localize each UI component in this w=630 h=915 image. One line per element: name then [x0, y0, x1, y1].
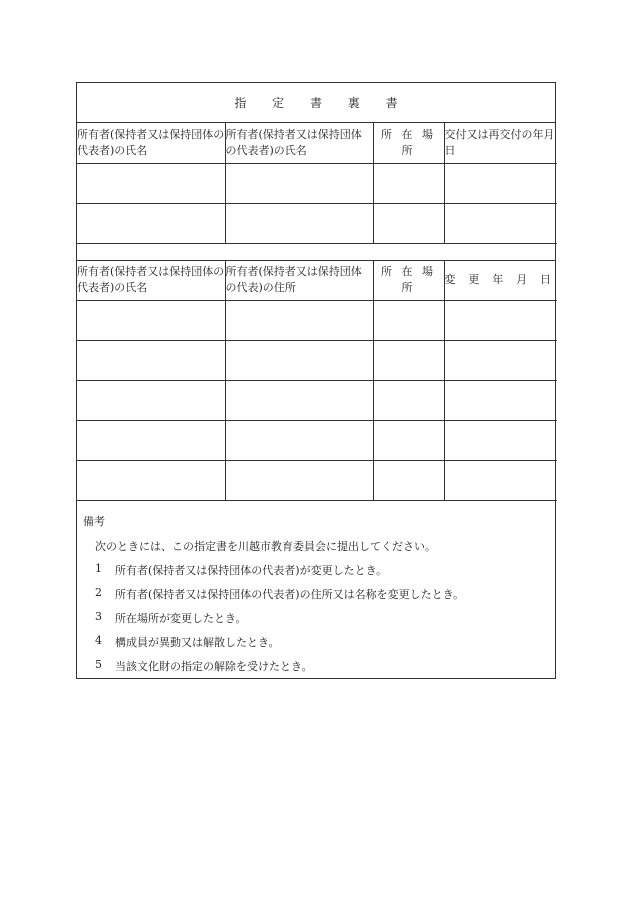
cell-change-date[interactable] [444, 421, 557, 461]
note-text: 当該文化財の指定の解除を受けたとき。 [115, 660, 313, 673]
list-item [83, 634, 549, 650]
note-number: 5 [95, 658, 102, 671]
cell-location[interactable] [373, 163, 444, 203]
section2-table [77, 261, 557, 502]
cell-owner-name[interactable] [77, 341, 225, 381]
header-change-date-part: 年 [492, 273, 504, 287]
note-number: 3 [95, 610, 102, 623]
header-change-date-part: 更 [468, 273, 480, 287]
note-text: 所有者(保持者又は保持団体の代表者)が変更したとき。 [115, 564, 388, 577]
list-item [83, 586, 549, 602]
table-row [77, 163, 557, 203]
header-change-date-part: 変 [444, 273, 456, 287]
cell-owner-name[interactable] [77, 381, 225, 421]
section1-table [77, 123, 557, 244]
list-item [83, 658, 549, 674]
header-change-date [444, 261, 557, 301]
table-row [77, 341, 557, 381]
cell-owner-name[interactable] [77, 421, 225, 461]
cell-owner-name[interactable] [77, 163, 225, 203]
table-row [77, 203, 557, 243]
header-change-date-part: 月 [516, 273, 528, 287]
cell-change-date[interactable] [444, 301, 557, 341]
list-item [83, 562, 549, 578]
cell-change-date[interactable] [444, 461, 557, 501]
section2-header-row [77, 261, 557, 301]
cell-location[interactable] [373, 461, 444, 501]
note-text: 所在場所が変更したとき。 [115, 612, 247, 625]
cell-owner-address[interactable] [225, 381, 373, 421]
section-divider [77, 244, 555, 261]
cell-location[interactable] [373, 381, 444, 421]
notes-heading: 備考 [83, 515, 105, 528]
cell-owner-name[interactable] [77, 301, 225, 341]
cell-location[interactable] [373, 301, 444, 341]
cell-change-date[interactable] [444, 381, 557, 421]
cell-owner-address[interactable] [225, 301, 373, 341]
designation-endorsement-form [76, 82, 556, 679]
cell-issue-date[interactable] [444, 203, 557, 243]
cell-location[interactable] [373, 421, 444, 461]
notes-intro: 次のときには、この指定書を川越市教育委員会に提出してください。 [95, 540, 436, 553]
cell-owner-name-2[interactable] [225, 203, 373, 243]
cell-location[interactable] [373, 203, 444, 243]
header-owner-name-2: 所有者(保持者又は保持団体の代表者)の氏名 [225, 123, 373, 163]
cell-owner-address[interactable] [225, 461, 373, 501]
header-location: 所 在 場 所 [373, 261, 444, 301]
header-owner-name: 所有者(保持者又は保持団体の代表者)の氏名 [77, 261, 225, 301]
note-text: 構成員が異動又は解散したとき。 [115, 636, 280, 649]
section1-header-row [77, 123, 557, 163]
header-location: 所 在 場 所 [373, 123, 444, 163]
note-number: 2 [95, 586, 102, 599]
table-row [77, 301, 557, 341]
cell-owner-name[interactable] [77, 203, 225, 243]
header-change-date-part: 日 [540, 273, 551, 287]
cell-owner-address[interactable] [225, 341, 373, 381]
header-issue-date: 交付又は再交付の年月日 [444, 123, 557, 163]
note-text: 所有者(保持者又は保持団体の代表者)の住所又は名称を変更したとき。 [115, 588, 465, 601]
header-owner-name: 所有者(保持者又は保持団体の代表者)の氏名 [77, 123, 225, 163]
cell-owner-name[interactable] [77, 461, 225, 501]
note-number: 4 [95, 634, 102, 647]
note-number: 1 [95, 562, 102, 575]
form-title: 指 定 書 裏 書 [77, 83, 555, 123]
cell-change-date[interactable] [444, 341, 557, 381]
cell-owner-address[interactable] [225, 421, 373, 461]
cell-issue-date[interactable] [444, 163, 557, 203]
table-row [77, 461, 557, 501]
cell-owner-name-2[interactable] [225, 163, 373, 203]
list-item [83, 610, 549, 626]
cell-location[interactable] [373, 341, 444, 381]
notes-section [77, 501, 555, 674]
header-owner-address: 所有者(保持者又は保持団体の代表)の住所 [225, 261, 373, 301]
table-row [77, 421, 557, 461]
table-row [77, 381, 557, 421]
